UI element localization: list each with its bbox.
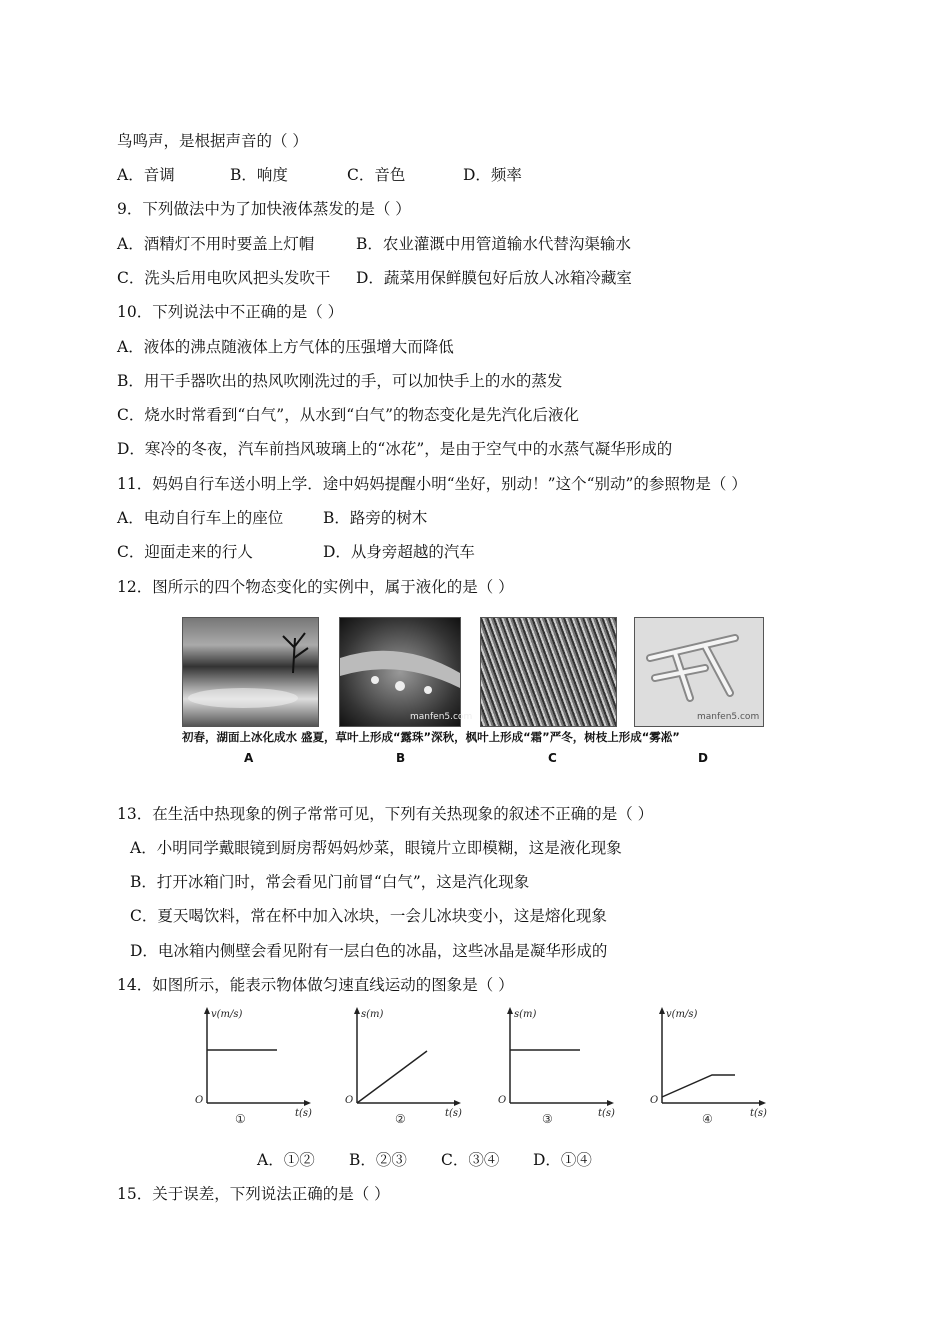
q14-option-c: C．③④ xyxy=(441,1151,500,1169)
graph-1-ylabel: v(m/s) xyxy=(211,1009,243,1020)
tree-icon xyxy=(183,618,318,726)
q14-option-b: B．②③ xyxy=(349,1151,407,1169)
q9-option-d: D．蔬菜用保鲜膜包好后放人冰箱冷藏室 xyxy=(356,269,632,287)
graph-4-origin: O xyxy=(650,1095,659,1106)
graph-1 xyxy=(195,1005,335,1130)
leaf-dew-icon xyxy=(340,618,460,726)
q9-row2 xyxy=(117,268,632,288)
photo-b-dew xyxy=(339,617,473,727)
q9-option-b: B．农业灌溉中用管道输水代替沟渠输水 xyxy=(356,235,631,253)
rime-branch-icon xyxy=(635,618,763,726)
photo-d-rime xyxy=(634,617,764,727)
q10-option-c: C．烧水时常看到“白气”，从水到“白气”的物态变化是先汽化后液化 xyxy=(117,406,580,424)
q13-option-c: C．夏天喝饮料，常在杯中加入冰块，一会儿冰块变小，这是熔化现象 xyxy=(130,907,607,925)
q12-stem: 12．图所示的四个物态变化的实例中，属于液化的是（ ） xyxy=(117,578,514,596)
watermark-b: manfen5.com xyxy=(410,712,473,722)
graph-3-xlabel: t(s) xyxy=(598,1108,615,1119)
q8-option-d: D．频率 xyxy=(463,166,522,184)
q9-option-c: C．洗头后用电吹风把头发吹干 xyxy=(117,269,331,287)
graph-2 xyxy=(345,1005,485,1130)
graph-2-num: ② xyxy=(395,1112,406,1126)
q14-option-d: D．①④ xyxy=(533,1151,592,1169)
q12-figure xyxy=(182,615,782,765)
label-c: C xyxy=(548,751,557,765)
q13-option-b: B．打开冰箱门时，常会看见门前冒“白气”，这是汽化现象 xyxy=(130,873,530,891)
q15-stem: 15．关于误差，下列说法正确的是（ ） xyxy=(117,1185,390,1203)
label-d: D xyxy=(698,751,708,765)
graph-1-num: ① xyxy=(235,1112,246,1126)
graph-4-xlabel: t(s) xyxy=(750,1108,767,1119)
q11-option-b: B．路旁的树木 xyxy=(323,509,428,527)
figure12-captions: 初春，湖面上冰化成水 盛夏，草叶上形成“露珠”深秋，枫叶上形成“霜”严冬，树枝上形成“雾凇” xyxy=(182,730,680,744)
watermark-d: manfen5.com xyxy=(697,712,760,722)
graph-2-line xyxy=(357,1051,427,1103)
graph-4-line xyxy=(662,1075,735,1097)
q11-option-c: C．迎面走来的行人 xyxy=(117,543,253,561)
q14-stem: 14．如图所示，能表示物体做匀速直线运动的图象是（ ） xyxy=(117,976,514,994)
q14-option-a: A．①② xyxy=(257,1151,315,1169)
graph-3-num: ③ xyxy=(542,1112,553,1126)
q13-stem: 13．在生活中热现象的例子常常可见，下列有关热现象的叙述不正确的是（ ） xyxy=(117,805,654,823)
q8-option-b: B．响度 xyxy=(230,166,288,184)
q10-option-a: A．液体的沸点随液体上方气体的压强增大而降低 xyxy=(117,338,454,356)
q11-option-d: D．从身旁超越的汽车 xyxy=(323,543,475,561)
label-b: B xyxy=(396,751,406,765)
q10-option-b: B．用干手器吹出的热风吹刚洗过的手，可以加快手上的水的蒸发 xyxy=(117,372,563,390)
q11-stem: 11．妈妈自行车送小明上学．途中妈妈提醒小明“坐好，别动！”这个“别动”的参照物是（ ） xyxy=(117,475,747,493)
q13-option-d: D．电冰箱内侧壁会看见附有一层白色的冰晶，这些冰晶是凝华形成的 xyxy=(130,942,608,960)
q11-row2 xyxy=(117,542,475,562)
q11-row1 xyxy=(117,508,427,528)
graph-4-ylabel: v(m/s) xyxy=(666,1009,698,1020)
graph-3 xyxy=(498,1005,638,1130)
q8-tail: 鸟鸣声，是根据声音的（ ） xyxy=(117,132,308,150)
graph-3-origin: O xyxy=(498,1095,507,1106)
graph-1-origin: O xyxy=(195,1095,204,1106)
q14-options xyxy=(257,1150,592,1170)
q8-option-c: C．音色 xyxy=(347,166,406,184)
graph-2-ylabel: s(m) xyxy=(361,1009,384,1020)
graph-4-num: ④ xyxy=(702,1112,713,1126)
q9-row1 xyxy=(117,234,631,254)
q11-option-a: A．电动自行车上的座位 xyxy=(117,509,284,527)
graph-2-origin: O xyxy=(345,1095,354,1106)
q8-option-a: A．音调 xyxy=(117,166,175,184)
photo-a-ice-melting xyxy=(182,617,319,727)
q9-stem: 9．下列做法中为了加快液体蒸发的是（ ） xyxy=(117,200,411,218)
q9-option-a: A．酒精灯不用时要盖上灯帽 xyxy=(117,235,315,253)
q13-option-a: A．小明同学戴眼镜到厨房帮妈妈炒菜，眼镜片立即模糊，这是液化现象 xyxy=(130,839,622,857)
label-a: A xyxy=(244,751,254,765)
q10-stem: 10．下列说法中不正确的是（ ） xyxy=(117,303,344,321)
photo-c-frost xyxy=(480,617,617,727)
graph-1-xlabel: t(s) xyxy=(295,1108,312,1119)
graph-2-xlabel: t(s) xyxy=(445,1108,462,1119)
q8-options xyxy=(117,165,522,185)
graph-3-ylabel: s(m) xyxy=(514,1009,537,1020)
q10-option-d: D．寒冷的冬夜，汽车前挡风玻璃上的“冰花”，是由于空气中的水蒸气凝华形成的 xyxy=(117,440,673,458)
graph-4 xyxy=(650,1005,790,1130)
